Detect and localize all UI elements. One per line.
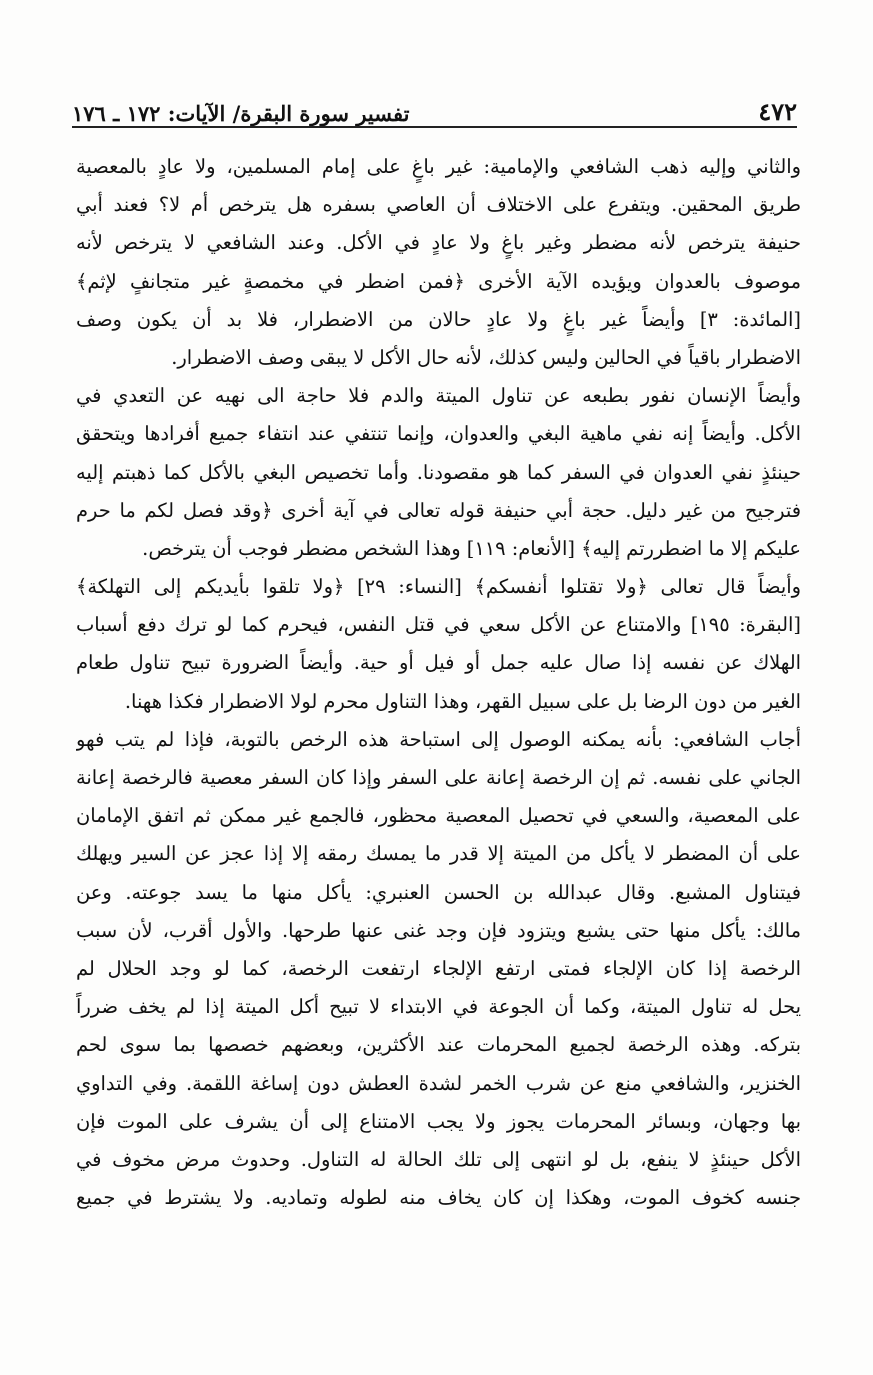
text-line: الأكل. وأيضاً إنه نفي ماهية البغي والعدوان، وإنما تنتفي عند انتفاء جميع أفرادها ويتحقق xyxy=(76,422,801,446)
page-number: ٤٧٢ xyxy=(758,97,797,126)
text-line: وأيضاً الإنسان نفور بطبعه عن تناول الميتة والدم فلا حاجة الى نهيه عن التعدي في xyxy=(76,384,801,408)
text-line: على أن المضطر لا يأكل من الميتة إلا قدر ما يمسك رمقه إلا إذا عجز عن السير ويهلك xyxy=(76,842,801,866)
text-line: الخنزير، والشافعي منع عن شرب الخمر لشدة العطش دون إساغة اللقمة. وفي التداوي xyxy=(76,1071,801,1095)
text-line: بتركه. وهذه الرخصة لجميع المحرمات عند الأكثرين، وبعضهم خصصها بما سوى لحم xyxy=(76,1033,801,1057)
text-line: الاضطرار باقياً في الحالين وليس كذلك، لأنه حال الأكل لا يبقى وصف الاضطرار. xyxy=(171,345,801,369)
text-line: حنيفة يترخص لأنه مضطر وغير باغٍ ولا عادٍ في الأكل. وعند الشافعي لا يترخص لأنه xyxy=(76,231,801,255)
text-line: عليكم إلا ما اضطررتم إليه﴾ [الأنعام: ١١٩] وهذا الشخص مضطر فوجب أن يترخص. xyxy=(142,536,801,560)
text-line: موصوف بالعدوان ويؤيده الآية الأخرى ﴿فمن اضطر في مخمصةٍ غير متجانفٍ لإثم﴾ xyxy=(76,269,801,293)
text-line: جنسه كخوف الموت، وهكذا إن كان يخاف منه لطوله وتماديه. ولا يشترط في جميع xyxy=(76,1186,801,1210)
text-line: والثاني وإليه ذهب الشافعي والإمامية: غير باغٍ على إمام المسلمين، ولا عادٍ بالمعصية xyxy=(76,155,801,178)
page-header xyxy=(72,86,797,126)
running-title: تفسير سورة البقرة/ الآيات: ١٧٢ ـ ١٧٦ xyxy=(72,101,410,126)
header-divider xyxy=(72,126,797,128)
text-line: الرخصة إذا كان الإلجاء فمتى ارتفع الإلجاء ارتفعت الرخصة، كما لو وجد الحلال لم xyxy=(76,956,801,980)
text-line: يحل له تناول الميتة، وكما أن الجوعة في الابتداء لا تبيح أكل الميتة إذا لم يخف ضرراً xyxy=(76,995,801,1019)
text-line: حينئذٍ نفي العدوان في السفر كما هو مقصودنا. وأما تخصيص البغي بالأكل كما ذهبتم إليه xyxy=(76,460,801,484)
text-line: بها وجهان، وبسائر المحرمات يجوز ولا يجب الامتناع إلى أن يشرف على الموت فإن xyxy=(76,1109,801,1133)
text-line: الجاني على نفسه. ثم إن الرخصة إعانة على السفر وإذا كان السفر معصية فالرخصة إعانة xyxy=(76,766,801,789)
text-line: [المائدة: ٣] وأيضاً غير باغٍ ولا عادٍ حالان من الاضطرار، فلا بد أن يكون وصف xyxy=(76,307,801,331)
text-line: وأيضاً قال تعالى ﴿ولا تقتلوا أنفسكم﴾ [النساء: ٢٩] ﴿ولا تلقوا بأيديكم إلى التهلكة﴾ xyxy=(76,575,801,599)
text-line: الأكل حينئذٍ لا ينفع، بل لو انتهى إلى تلك الحالة له التناول. وحدوث مرض مخوف في xyxy=(76,1147,801,1171)
text-line: طريق المحقين. ويتفرع على الاختلاف أن العاصي بسفره هل يترخص أم لا؟ فعند أبي xyxy=(76,193,801,217)
text-line: على المعصية، والسعي في تحصيل المعصية محظور، فالجمع غير ممكن ثم اتفق الإمامان xyxy=(76,804,801,828)
body-text xyxy=(76,148,801,1217)
text-line: أجاب الشافعي: بأنه يمكنه الوصول إلى استباحة هذه الرخص بالتوبة، فإذا لم يتب فهو xyxy=(76,727,801,751)
text-line: فيتناول المشبع. وقال عبدالله بن الحسن العنبري: يأكل منها ما يسد جوعته. وعن xyxy=(76,880,801,904)
text-line: [البقرة: ١٩٥] والامتناع عن الأكل سعي في قتل النفس، فيحرم كما لو ترك دفع أسباب xyxy=(76,613,801,637)
text-line: الغير من دون الرضا بل على سبيل القهر، وهذا التناول محرم لولا الاضطرار فكذا ههنا. xyxy=(124,689,801,713)
text-line: الهلاك عن نفسه إذا صال عليه جمل أو فيل أو حية. وأيضاً الضرورة تبيح تناول طعام xyxy=(76,651,801,675)
text-line: مالك: يأكل منها حتى يشبع ويتزود فإن وجد غنى عنها طرحها. والأول أقرب، لأن سبب xyxy=(76,918,801,942)
text-line: فترجيح من غير دليل. حجة أبي حنيفة قوله تعالى في آية أخرى ﴿وقد فصل لكم ما حرم xyxy=(76,498,801,522)
